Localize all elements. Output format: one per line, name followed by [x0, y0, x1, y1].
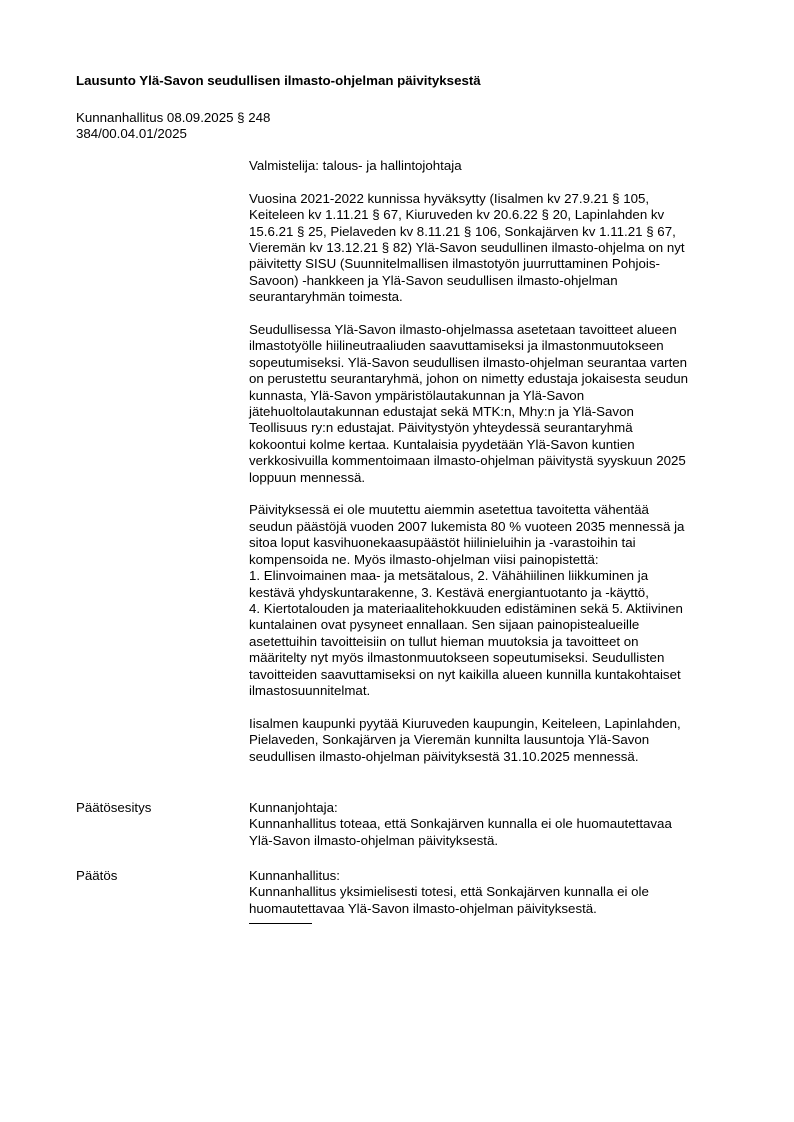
paragraph-line: tavoitteiden saavuttamiseksi on nyt kaikilla alueen kunnilla kuntakohtaiset	[249, 666, 681, 682]
paragraph-line: 4. Kiertotalouden ja materiaalitehokkuuden edistäminen sekä 5. Aktiivinen	[249, 600, 683, 616]
paragraph-line: kuntalainen ovat pysyneet ennallaan. Sen sijaan painopistealueille	[249, 617, 640, 633]
decision-heading: Kunnanhallitus:	[249, 868, 340, 883]
meeting-meta	[76, 110, 270, 142]
decision-line: Kunnanhallitus yksimielisesti totesi, että Sonkajärven kunnalla ei ole	[249, 884, 649, 900]
paragraph-line: kestävä yhdyskuntarakenne, 3. Kestävä energiantuotanto ja -käyttö,	[249, 584, 649, 600]
record-number: 384/00.04.01/2025	[76, 126, 187, 141]
paragraph-line: Keiteleen kv 1.11.21 § 67, Kiuruveden kv 20.6.22 § 20, Lapinlahden kv	[249, 207, 665, 223]
proposal-line: Ylä-Savon ilmasto-ohjelman päivityksestä.	[249, 832, 499, 848]
paragraph-line: Vuosina 2021-2022 kunnissa hyväksytty (Iisalmen kv 27.9.21 § 105,	[249, 190, 650, 206]
body-paragraph	[249, 191, 739, 306]
decision-label: Päätös	[76, 868, 118, 883]
paragraph-line: Savoon) -hankkeen ja Ylä-Savon seudullisen ilmasto-ohjelman	[249, 272, 618, 288]
paragraph-line: 1. Elinvoimainen maa- ja metsätalous, 2. Vähähiilinen liikkuminen ja	[249, 568, 649, 584]
paragraph-line: seurantaryhmän toimesta.	[249, 289, 403, 305]
paragraph-line: Iisalmen kaupunki pyytää Kiuruveden kaupungin, Keiteleen, Lapinlahden,	[249, 715, 681, 731]
main-text	[249, 158, 739, 781]
paragraph-line: kunnasta, Ylä-Savon ympäristölautakunnan ja Ylä-Savon	[249, 387, 585, 403]
paragraph-line: kompensoida ne. Myös ilmasto-ohjelman viisi painopistettä:	[249, 551, 599, 567]
paragraph-line: jätehuoltolautakunnan edustajat sekä MTK:n, Mhy:n ja Ylä-Savon	[249, 404, 634, 420]
decision-section	[249, 868, 739, 924]
decision-line: huomautettavaa Ylä-Savon ilmasto-ohjelman päivityksestä.	[249, 900, 597, 916]
paragraph-line: kokoontui kolme kertaa. Kuntalaisia pyydetään Ylä-Savon kuntien	[249, 436, 635, 452]
paragraph-line: 15.6.21 § 25, Pielaveden kv 8.11.21 § 106, Sonkajärven kv 1.11.21 § 67,	[249, 223, 676, 239]
paragraph-line: Päivityksessä ei ole muutettu aiemmin asetettua tavoitetta vähentää	[249, 502, 649, 518]
body-paragraph	[249, 502, 739, 699]
paragraph-line: Seudullisessa Ylä-Savon ilmasto-ohjelmassa asetetaan tavoitteet alueen	[249, 322, 677, 338]
proposal-line: Kunnanhallitus toteaa, että Sonkajärven kunnalla ei ole huomautettavaa	[249, 816, 672, 832]
end-underline	[249, 917, 312, 924]
body-paragraph	[249, 716, 739, 765]
paragraph-line: sitoa loput kasvihuonekaasupäästöt hiilinieluihin ja -varastoihin tai	[249, 535, 636, 551]
paragraph-line: Pielaveden, Sonkajärven ja Vieremän kunnilta lausuntoja Ylä-Savon	[249, 732, 650, 748]
paragraph-line: Vieremän kv 13.12.21 § 82) Ylä-Savon seudullinen ilmasto-ohjelma on nyt	[249, 240, 685, 256]
paragraph-line: sopeutumiseksi. Ylä-Savon seudullisen ilmasto-ohjelman seurantaa varten	[249, 354, 688, 370]
paragraph-line: on perustettu seurantaryhmä, johon on nimetty edustaja jokaisesta seudun	[249, 371, 689, 387]
paragraph-line: seudullisen ilmasto-ohjelman päivityksestä 31.10.2025 mennessä.	[249, 748, 639, 764]
paragraph-line: ilmastotyölle hiilineutraaliuden saavuttamiseksi ja ilmastonmuutokseen	[249, 338, 664, 354]
paragraph-line: ilmastosuunnitelmat.	[249, 682, 371, 698]
proposal-section	[249, 800, 739, 849]
paragraph-line: seudun päästöjä vuoden 2007 lukemista 80 % vuoteen 2035 mennessä ja	[249, 518, 685, 534]
document-title: Lausunto Ylä-Savon seudullisen ilmasto-ohjelman päivityksestä	[76, 73, 481, 88]
meeting-reference: Kunnanhallitus 08.09.2025 § 248	[76, 110, 271, 125]
paragraph-line: määritelty nyt myös ilmastonmuutokseen sopeutumiseksi. Seudullisten	[249, 650, 665, 666]
proposal-heading: Kunnanjohtaja:	[249, 800, 338, 815]
paragraph-line: loppuun mennessä.	[249, 469, 366, 485]
body-paragraph	[249, 322, 739, 486]
proposal-label: Päätösesitys	[76, 800, 152, 815]
paragraph-list	[249, 191, 739, 765]
paragraph-line: asetettuihin tavoitteisiin on tullut hieman muutoksia ja tavoitteet on	[249, 633, 639, 649]
paragraph-line: päivitetty SISU (Suunnitelmallisen ilmastotyön juurruttaminen Pohjois-	[249, 256, 660, 272]
paragraph-line: verkkosivuilla kommentoimaan ilmasto-ohjelman päivitystä syyskuun 2025	[249, 453, 686, 469]
preparer-line: Valmistelija: talous- ja hallintojohtaja	[249, 158, 462, 173]
paragraph-line: Teollisuus ry:n edustajat. Päivitystyön yhteydessä seurantaryhmä	[249, 420, 633, 436]
